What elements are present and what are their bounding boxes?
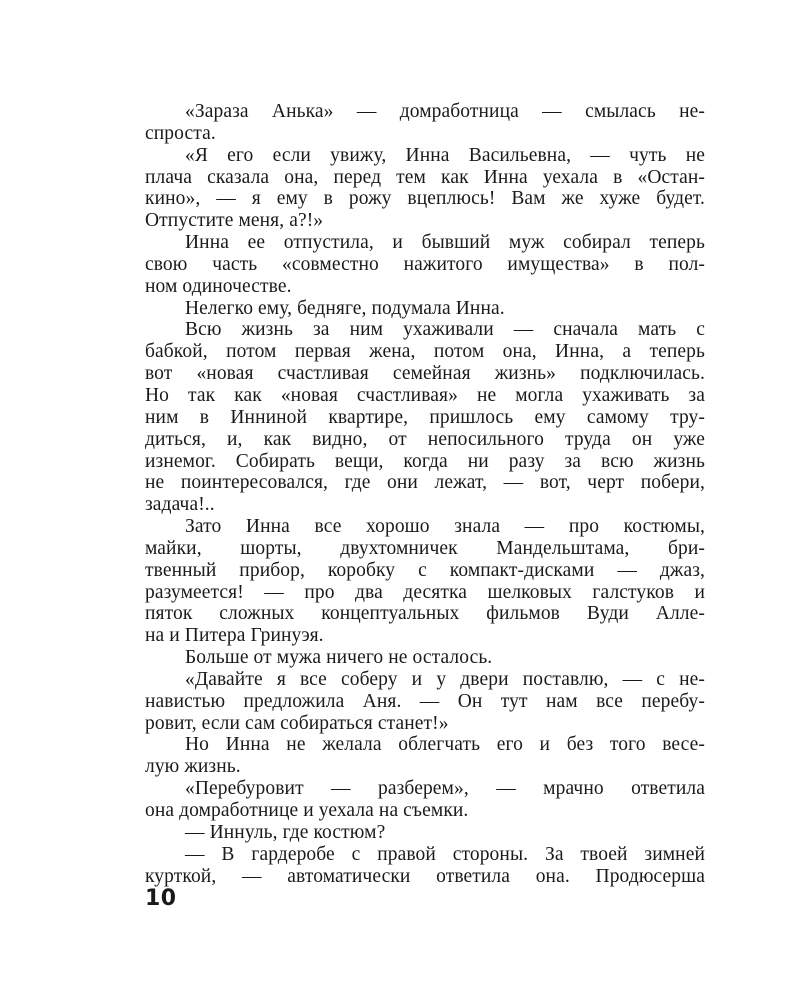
text-line: ним в Инниной квартире, пришлось ему самому тру- (145, 406, 705, 428)
text-line: пяток сложных концептуальных фильмов Вуди Алле- (145, 603, 705, 625)
text-line: Но Инна не желала облегчать его и без того весе- (185, 734, 705, 756)
page-number: 10 (145, 886, 177, 911)
text-line: Инна ее отпустила, и бывший муж собирал теперь (185, 232, 705, 254)
text-line: Отпустите меня, а?!» (145, 210, 324, 232)
body-text (145, 101, 705, 887)
text-line: майки, шорты, двухтомничек Мандельштама, бри- (145, 537, 705, 559)
text-line: курткой, — автоматически ответила она. Продюсерша (145, 865, 705, 887)
text-line: на и Питера Гринуэя. (145, 625, 324, 647)
text-line: Больше от мужа ничего не осталось. (185, 647, 493, 669)
text-line: вот «новая счастливая семейная жизнь» подключилась. (145, 363, 705, 385)
text-line: Всю жизнь за ним ухаживали — сначала мать с (185, 319, 705, 341)
text-line: разумеется! — про два десятка шелковых галстуков и (145, 581, 705, 603)
text-line: твенный прибор, коробку с компакт-дисками — джаз, (145, 559, 705, 581)
text-line: — В гардеробе с правой стороны. За твоей зимней (185, 843, 705, 865)
text-line: плача сказала она, перед тем как Инна уехала в «Остан- (145, 166, 705, 188)
text-line: — Иннуль, где костюм? (185, 821, 386, 843)
text-line: свою часть «совместно нажитого имущества» в пол- (145, 253, 705, 275)
text-line: ном одиночестве. (145, 275, 292, 297)
text-line: навистью предложила Аня. — Он тут нам все перебу- (145, 690, 705, 712)
text-line: она домработнице и уехала на съемки. (145, 800, 469, 821)
text-line: задача!.. (145, 494, 215, 516)
text-line: Зато Инна все хорошо знала — про костюмы, (185, 516, 705, 538)
text-line: «Я его если увижу, Инна Васильевна, — чуть не (185, 144, 705, 166)
text-line: диться, и, как видно, от непосильного труда он уже (145, 428, 705, 450)
text-line: лую жизнь. (145, 756, 241, 778)
text-line: Но так как «новая счастливая» не могла ухаживать за (145, 384, 705, 406)
text-line: «Давайте я все соберу и у двери поставлю, — с не- (185, 668, 705, 690)
text-line: изнемог. Собирать вещи, когда ни разу за всю жизнь (145, 450, 705, 472)
text-line: «Зараза Анька» — домработница — смылась не- (185, 101, 705, 122)
text-line: спроста. (145, 122, 216, 144)
text-line: «Перебуровит — разберем», — мрачно ответила (185, 778, 705, 800)
text-line: Нелегко ему, бедняге, подумала Инна. (185, 297, 505, 319)
text-line: бабкой, потом первая жена, потом она, Инна, а теперь (145, 341, 705, 363)
text-line: не поинтересовался, где они лежат, — вот, черт побери, (145, 472, 705, 494)
text-line: ровит, если сам собираться станет!» (145, 712, 449, 734)
text-line: кино», — я ему в рожу вцеплюсь! Вам же хуже будет. (145, 188, 705, 210)
